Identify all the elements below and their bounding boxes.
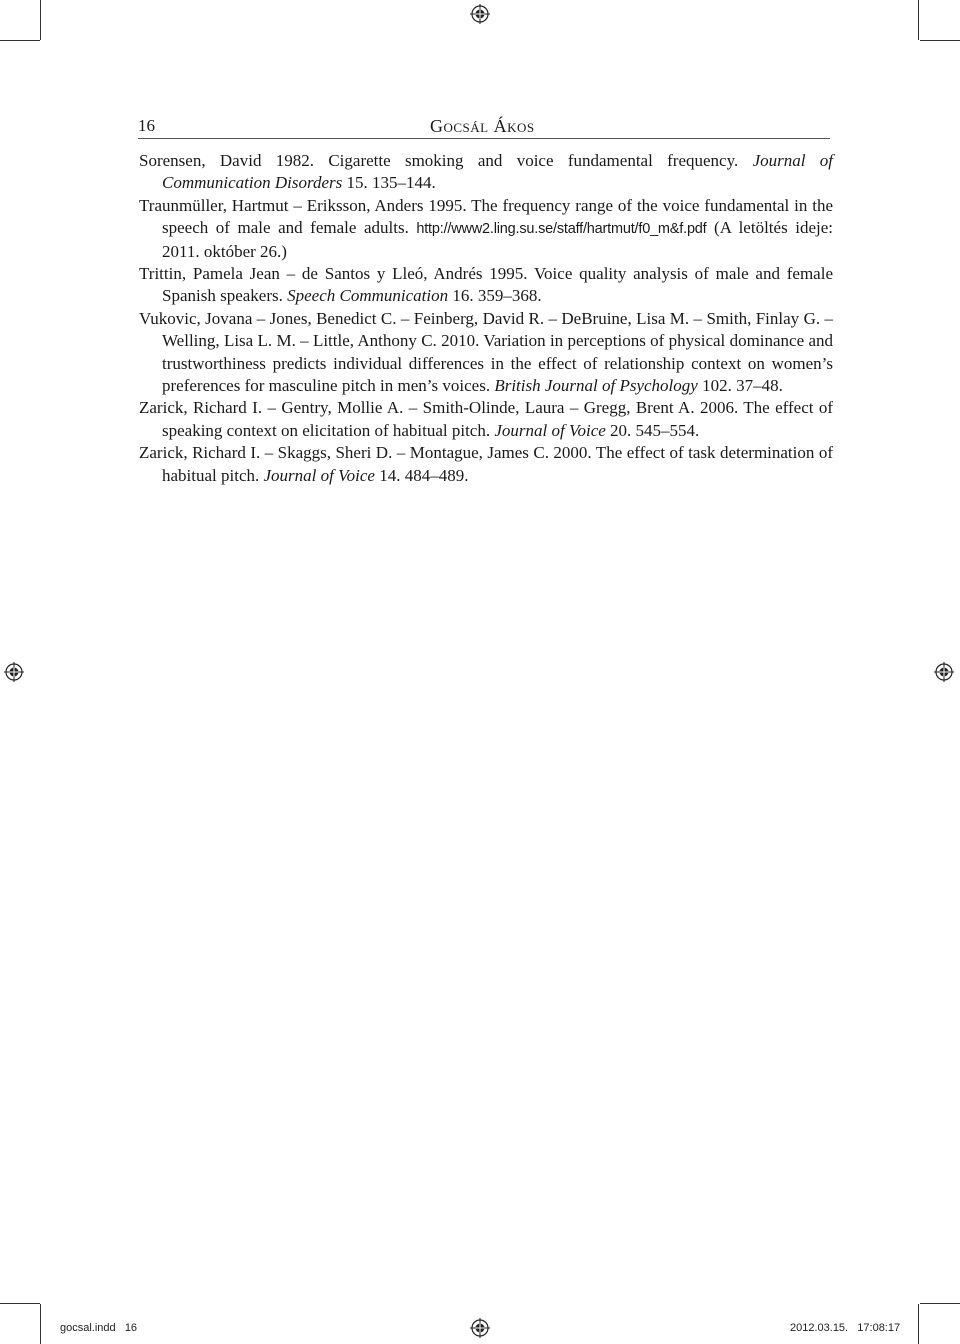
slug-file-info: gocsal.indd 16 [60,1322,138,1334]
reference-entry [139,195,833,263]
crop-mark-top-left [40,0,41,40]
reference-text: 16. 359–368. [448,286,542,306]
reference-entry [139,442,833,487]
journal-title: British Journal of Psychology [494,376,698,396]
reference-text: (A letöltés ideje: 2011. október 26.) [162,218,833,261]
reference-entry [139,150,833,195]
journal-title: Journal of Voice [494,420,606,440]
reference-text: Zarick, Richard I. – Gentry, Mollie A. – Smith-Olinde, Laura – Gregg, Brent A. 2006. The effect of speaking context on elicitation of habitual pitch. [139,398,833,440]
reference-text: 20. 545–554. [605,420,700,440]
registration-mark-icon [470,4,490,24]
reference-text: Traunmüller, Hartmut – Eriksson, Anders 1995. The frequency range of the voice fundamental in the speech of male and female adults. [139,195,833,238]
reference-text: Trittin, Pamela Jean – de Santos y Lleó, Andrés 1995. Voice quality analysis of male and female Spanish speakers. [139,264,833,306]
reference-text: Vukovic, Jovana – Jones, Benedict C. – Feinberg, David R. – DeBruine, Lisa M. – Smith, Finlay G. – Welling, Lisa L. M. – Little, Anthony C. 2010. Variation in perceptions of physical dominance and trustworthiness predicts individual differences in the effect of relationship context on women’s preferences for masculine pitch in men’s voices. [139,308,833,396]
reference-text: Zarick, Richard I. – Skaggs, Sheri D. – Montague, James C. 2000. The effect of task determination of habitual pitch. [139,443,833,485]
slug-datetime: 2012.03.15. 17:08:17 [790,1322,901,1334]
crop-mark-bottom-left-h [0,1303,40,1304]
registration-mark-icon [470,1318,490,1338]
journal-title: Journal of Voice [263,465,375,485]
crop-mark-bottom-right-h [920,1303,960,1304]
reference-text: Sorensen, David 1982. Cigarette smoking and voice fundamental frequency. [139,151,753,170]
running-head [138,114,830,139]
crop-mark-top-left-h [0,40,40,41]
reference-list [139,150,833,487]
registration-mark-icon [934,662,954,682]
reference-entry [139,308,833,398]
journal-title: Speech Communication [287,286,449,306]
registration-mark-icon [4,662,24,682]
reference-url: http://www2.ling.su.se/staff/hartmut/f0_m&f.pdf [416,221,707,238]
journal-title: Journal of Communication Disorders [162,151,834,193]
reference-text: 15. 135–144. [342,173,436,193]
reference-text: 102. 37–48. [697,376,783,396]
crop-mark-top-right-h [920,40,960,41]
crop-mark-bottom-left [40,1304,41,1344]
crop-mark-bottom-right [918,1304,919,1344]
reference-text: 14. 484–489. [374,465,469,485]
page-number: 16 [138,116,155,135]
running-title: Gocsál Ákos [430,116,535,136]
crop-mark-top-right [918,0,919,40]
reference-entry [139,397,833,442]
reference-entry [139,263,833,308]
